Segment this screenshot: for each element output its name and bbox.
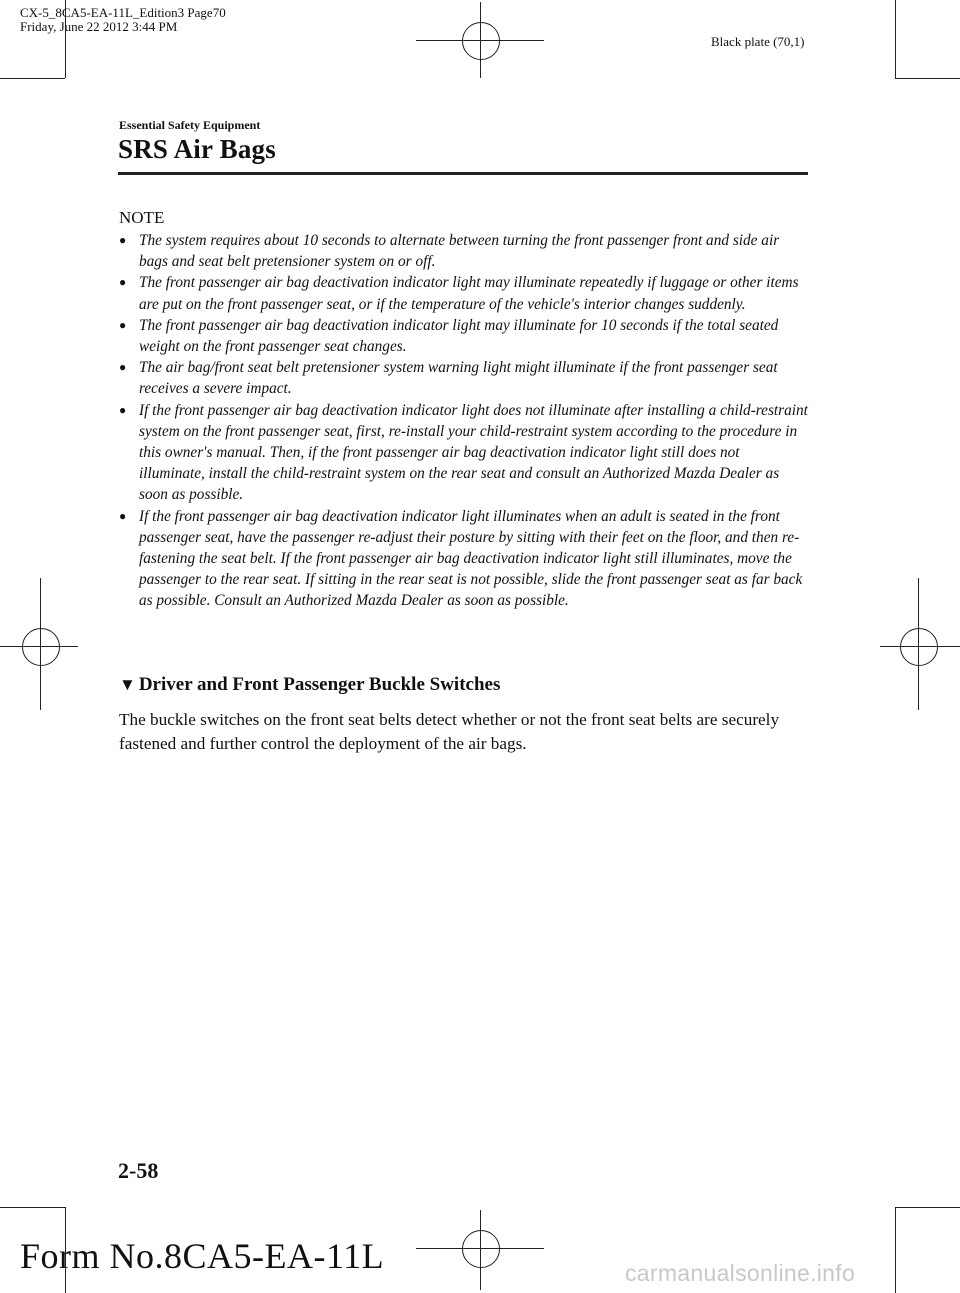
bullet-icon: ● xyxy=(119,233,127,247)
section-label: Essential Safety Equipment xyxy=(119,118,261,132)
note-item xyxy=(119,230,809,272)
page-title: SRS Air Bags xyxy=(118,134,276,164)
bullet-icon: ● xyxy=(119,360,127,375)
bullet-icon: ● xyxy=(119,508,127,523)
note-item xyxy=(119,506,809,612)
note-item xyxy=(119,315,809,357)
note-item-text: If the front passenger air bag deactivation indicator light illuminates when an adult is seated in the front passenger seat, have the passenger re-adjust their posture by sitting with their feet on the floor, and then re-fastening the seat belt. If the front passenger air bag deactivation indicator light still illuminates, move the passenger to the rear seat. If sitting in the rear seat is not possible, slide the front passenger seat as far back as possible. Consult an Authorized Mazda Dealer as soon as possible. xyxy=(139,507,803,610)
bullet-icon: ● xyxy=(119,275,127,290)
subsection-heading-text: Driver and Front Passenger Buckle Switches xyxy=(138,674,501,695)
plate-label: Black plate (70,1) xyxy=(711,34,805,49)
plate-file-line: CX-5_8CA5-EA-11L_Edition3 Page70 xyxy=(20,5,226,20)
note-item-text: The front passenger air bag deactivation indicator light may illuminate repeatedly if luggage or other items are put on the front passenger seat, or if the temperature of the vehicle's interior changes suddenly. xyxy=(139,274,799,313)
title-rule xyxy=(118,172,808,175)
note-block xyxy=(119,208,809,612)
note-item-text: The air bag/front seat belt pretensioner system warning light might illuminate if the front passenger seat receives a severe impact. xyxy=(139,359,778,398)
subsection-heading xyxy=(119,674,500,696)
note-title: NOTE xyxy=(119,208,165,227)
subsection-body: The buckle switches on the front seat belts detect whether or not the front seat belts are securely fastened and further control the deployment of the air bags. xyxy=(119,710,780,753)
triangle-marker-icon: ▼ xyxy=(119,675,136,694)
note-list xyxy=(119,230,809,612)
plate-date-line: Friday, June 22 2012 3:44 PM xyxy=(20,19,178,34)
bullet-icon: ● xyxy=(119,317,127,332)
page-number: 2-58 xyxy=(118,1158,159,1183)
bullet-icon: ● xyxy=(119,402,127,417)
note-item-text: If the front passenger air bag deactivation indicator light does not illuminate after installing a child-restraint system on the front passenger seat, first, re-install your child-restraint system according to the procedure in this owner's manual. Then, if the front passenger air bag deactivation indicator light still does not illuminate, install the child-restraint system on the rear seat and consult an Authorized Mazda Dealer as soon as possible. xyxy=(139,401,808,504)
note-item-text: The front passenger air bag deactivation indicator light may illuminate for 10 seconds if the total seated weight on the front passenger seat changes. xyxy=(139,316,779,356)
form-number: Form No.8CA5-EA-11L xyxy=(20,1236,385,1276)
watermark: carmanualsonline.info xyxy=(625,1260,856,1286)
note-item xyxy=(119,400,809,506)
plate-info xyxy=(20,6,226,34)
note-item xyxy=(119,272,809,314)
note-item-text: The system requires about 10 seconds to alternate between turning the front passenger front and side air bags and seat belt pretensioner system on or off. xyxy=(139,232,780,271)
note-item xyxy=(119,357,809,399)
